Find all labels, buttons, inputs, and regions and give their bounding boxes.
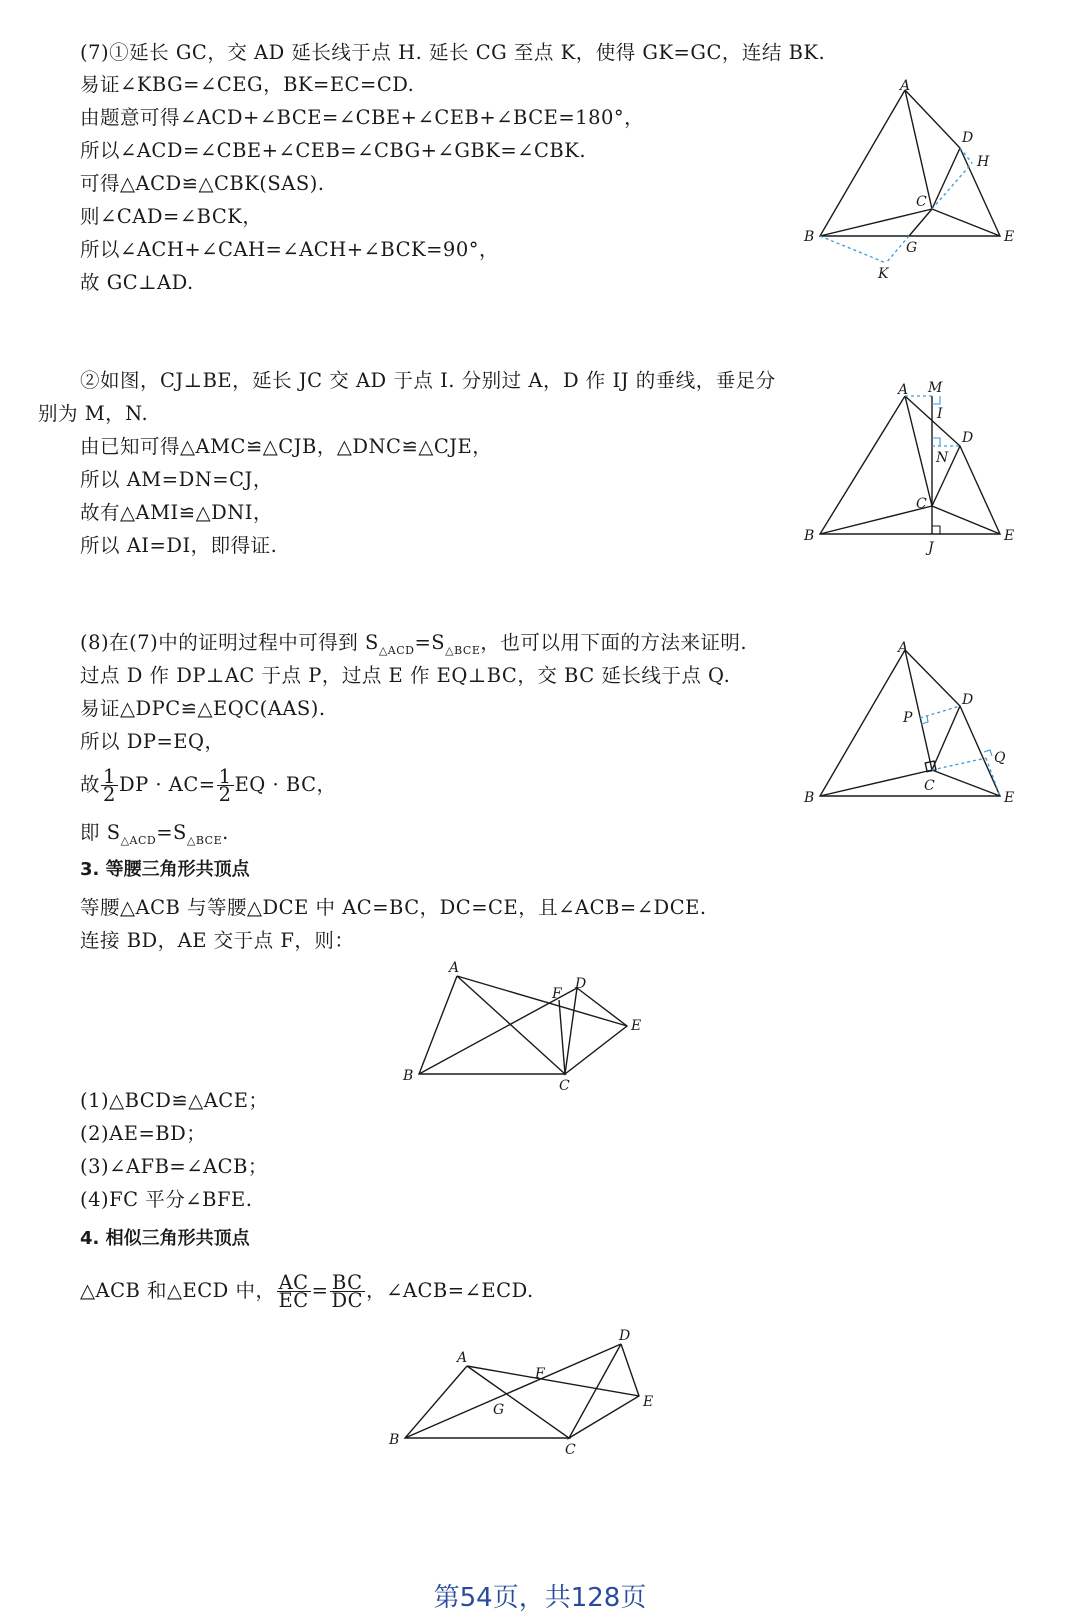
fig7-label: C: [916, 194, 927, 210]
s3-item-3: (3)∠AFB=∠ACB；: [80, 1155, 268, 1178]
fig4-label: G: [493, 1402, 505, 1418]
fig7-line-cd: [932, 148, 960, 209]
fig4-line-ae: [467, 1366, 639, 1396]
s8-line-4: 所以 DP=EQ，: [80, 730, 225, 753]
fig7b-label: J: [928, 540, 934, 556]
s7-line-1: (7)①延长 GC，交 AD 延长线于点 H. 延长 CG 至点 K，使得 GK=GC，连结 BK.: [80, 41, 826, 64]
s7-line-6: 则∠CAD=∠BCK，: [80, 205, 263, 228]
s3-line-1: 等腰△ACB 与等腰△DCE 中 AC=BC，DC=CE，且∠ACB=∠DCE.: [80, 896, 707, 919]
fig7b-label: A: [898, 382, 909, 398]
fig7-label: K: [878, 266, 889, 282]
s7b-line-5: 故有△AMI≌△DNI，: [80, 501, 273, 524]
fig7-label: D: [962, 130, 974, 146]
fig3-triangle-dce: [565, 988, 627, 1074]
s8-line-6-eq: =S: [156, 821, 187, 844]
fig7b-label: N: [936, 450, 949, 466]
fig8-line-cd: [932, 706, 960, 770]
fig4-label: C: [565, 1442, 576, 1458]
s8-subscript-acd: △ACD: [120, 833, 157, 847]
s8-line-2: 过点 D 作 DP⊥AC 于点 P，过点 E 作 EQ⊥BC，交 BC 延长线于点 Q.: [80, 664, 731, 687]
fig7-label: B: [804, 229, 815, 245]
figure-7b: [800, 372, 1030, 562]
figure-3: [395, 956, 665, 1096]
s7-line-5: 可得△ACD≌△CBK(SAS).: [80, 172, 325, 195]
fig7b-label: C: [916, 496, 927, 512]
figure-8: [800, 636, 1030, 826]
fraction-numerator: 1: [218, 765, 232, 788]
s8-subscript-bce: △BCE: [186, 833, 223, 847]
fig3-line-cf: [559, 1000, 565, 1074]
fraction-half: [217, 765, 234, 806]
fig8-label: P: [903, 710, 913, 726]
s4-line-1-pre: △ACB 和△ECD 中，: [80, 1279, 276, 1302]
fig7b-label: M: [928, 380, 943, 396]
s8-line-6-pre: 即 S: [80, 821, 121, 844]
fig3-label: A: [449, 960, 460, 976]
fig7-line-bc: [820, 209, 932, 236]
page-footer: 第54页，共128页: [433, 1583, 647, 1613]
s8-line-3: 易证△DPC≌△EQC(AAS).: [80, 697, 326, 720]
s7-line-4: 所以∠ACD=∠CBE+∠CEB=∠CBG+∠GBK=∠CBK.: [80, 139, 587, 162]
s8-subscript-bce: △BCE: [445, 643, 481, 657]
s8-subscript-acd: △ACD: [378, 643, 415, 657]
s8-line-6: [80, 820, 229, 854]
s3-line-2: 连接 BD，AE 交于点 F，则：: [80, 929, 355, 952]
fig8-right-angle-q: [984, 750, 992, 756]
fig4-label: A: [457, 1350, 468, 1366]
s7b-line-4: 所以 AM=DN=CJ，: [80, 468, 273, 491]
fig3-label: E: [631, 1018, 642, 1034]
fig4-label: F: [535, 1366, 545, 1382]
fraction-denominator: EC: [278, 1289, 309, 1312]
fig7-label: E: [1004, 229, 1015, 245]
s7b-line-1: ②如图，CJ⊥BE，延长 JC 交 AD 于点 I. 分别过 A，D 作 IJ 的垂线，垂足分: [80, 369, 776, 392]
fig8-label: C: [924, 778, 935, 794]
fig7b-label: D: [962, 430, 974, 446]
fig8-label: E: [1004, 790, 1015, 806]
fig3-line-ae: [457, 976, 627, 1026]
fig7b-line-ac: [905, 396, 932, 506]
fig7-label: G: [906, 240, 918, 256]
fig3-label: B: [403, 1068, 414, 1084]
fig3-triangle-acb: [419, 976, 565, 1074]
fig4-line-bd: [405, 1344, 621, 1438]
fig7b-right-angle-j: [932, 526, 940, 534]
s4-line-1-post: ，∠ACB=∠ECD.: [366, 1279, 534, 1302]
fig3-label: D: [575, 976, 587, 992]
s8-line-5: [80, 765, 337, 806]
s4-line-1: [80, 1271, 534, 1312]
fig7b-label: B: [804, 528, 815, 544]
s8-line-5-pre: 故: [80, 773, 101, 796]
fig4-label: D: [619, 1328, 631, 1344]
fig7-label: A: [900, 78, 911, 94]
s8-line-1-pre: (8)在(7)中的证明过程中可得到 S: [80, 631, 379, 654]
fig7b-right-angle-n: [932, 438, 940, 446]
fig7-label: H: [977, 154, 990, 170]
s8-line-1: [80, 630, 747, 664]
fraction-numerator: BC: [330, 1274, 366, 1292]
fig7-dash-bk: [820, 236, 886, 263]
fraction-denominator: 2: [103, 783, 116, 806]
s8-line-1-post: ，也可以用下面的方法来证明.: [480, 631, 748, 654]
s7-line-7: 所以∠ACH+∠CAH=∠ACH+∠BCK=90°，: [80, 238, 499, 261]
s7-line-3: 由题意可得∠ACD+∠BCE=∠CBE+∠CEB+∠BCE=180°，: [80, 106, 645, 129]
section-3-heading: 3. 等腰三角形共顶点: [80, 859, 250, 880]
fraction-half: [101, 765, 118, 806]
fig4-label: B: [389, 1432, 400, 1448]
fraction-numerator: AC: [277, 1274, 311, 1292]
s3-item-1: (1)△BCD≌△ACE；: [80, 1089, 269, 1112]
fig8-label: D: [962, 692, 974, 708]
fig7-line-ac: [905, 90, 932, 209]
s8-line-1-eq: =S: [414, 631, 446, 654]
fraction-bc-dc: [330, 1271, 366, 1312]
s8-line-5-post: EQ · BC，: [234, 773, 337, 796]
fig7b-right-angle-m: [932, 396, 940, 404]
s8-line-6-end: .: [222, 821, 229, 844]
s7b-line-3: 由已知可得△AMC≌△CJB，△DNC≌△CJE，: [80, 435, 493, 458]
fig7-dash-ch: [932, 163, 972, 209]
fig8-label: Q: [994, 750, 1006, 766]
s8-line-5-mid: DP · AC=: [118, 773, 216, 796]
s3-item-4: (4)FC 平分∠BFE.: [80, 1188, 253, 1211]
s7b-line-2: 别为 M，N.: [38, 402, 149, 425]
fig8-dash-cq: [932, 758, 986, 770]
fig7b-label: I: [937, 406, 943, 422]
fraction-ac-ec: [277, 1271, 311, 1312]
s3-item-2: (2)AE=BD；: [80, 1122, 207, 1145]
s7-line-2: 易证∠KBG=∠CEG，BK=EC=CD.: [80, 73, 415, 96]
fig4-label: E: [643, 1394, 654, 1410]
fig4-triangle-ecd: [569, 1344, 639, 1438]
s7b-line-6: 所以 AI=DI，即得证.: [80, 534, 278, 557]
fraction-denominator: DC: [331, 1289, 364, 1312]
section-4-heading: 4. 相似三角形共顶点: [80, 1228, 250, 1249]
fig8-label: B: [804, 790, 815, 806]
fig7b-label: E: [1004, 528, 1015, 544]
fig8-line-bc: [820, 770, 932, 796]
fig8-label: A: [898, 640, 909, 656]
fig3-label: F: [552, 986, 562, 1002]
fig3-label: C: [559, 1078, 570, 1094]
fig8-dash-dp: [920, 706, 960, 718]
figure-7: [800, 78, 1030, 288]
figure-4: [385, 1326, 670, 1466]
s7-line-8: 故 GC⊥AD.: [80, 271, 194, 294]
fraction-numerator: 1: [103, 765, 116, 788]
s4-equals: =: [311, 1279, 329, 1302]
fraction-denominator: 2: [218, 783, 232, 806]
